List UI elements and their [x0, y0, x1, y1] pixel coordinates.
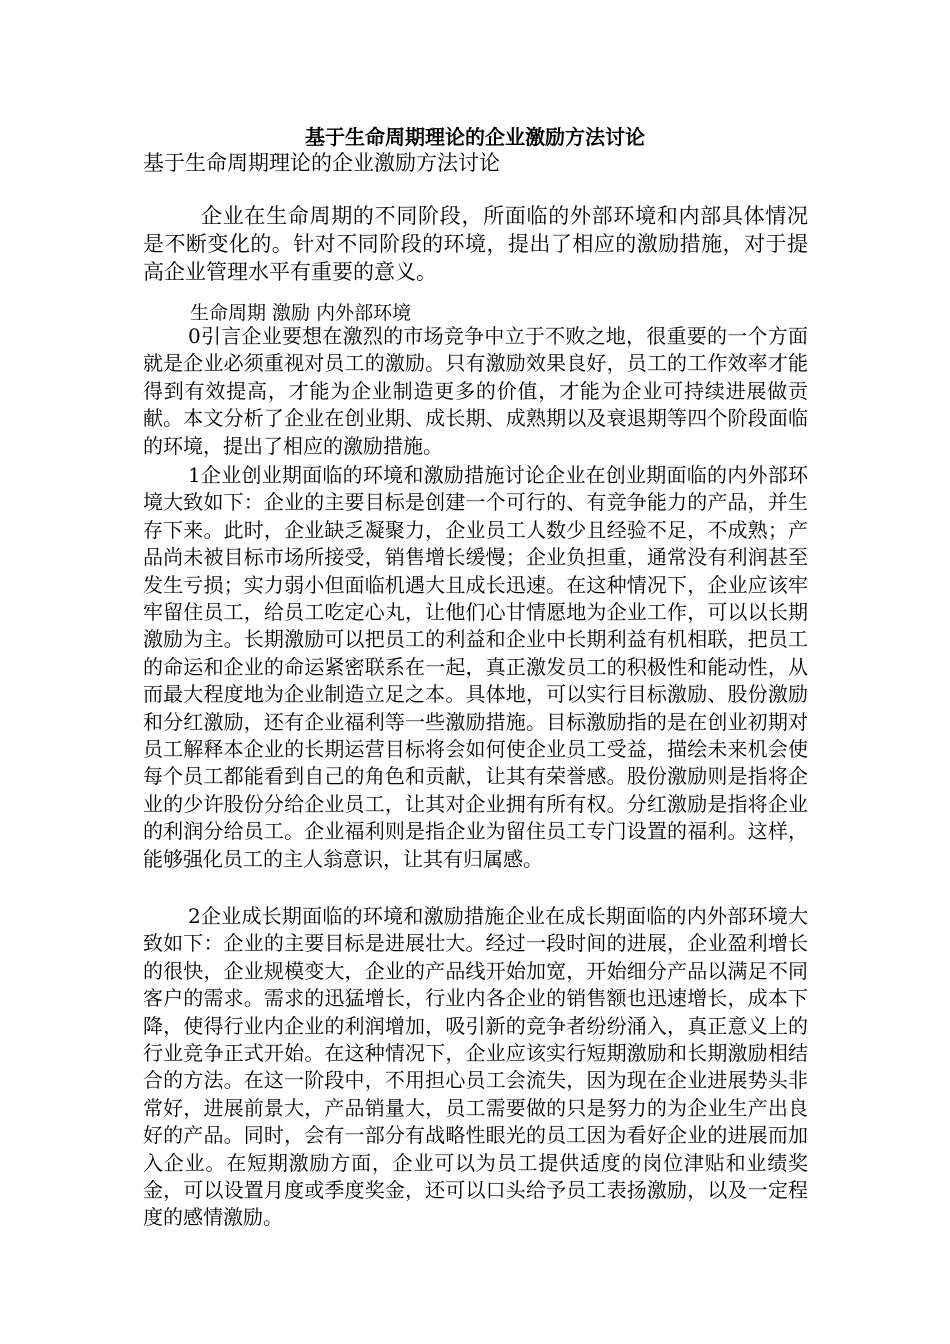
section-2-paragraph: 2企业成长期面临的环境和激励措施企业在成长期面临的内外部环境大致如下：企业的主要目标是进展壮大。经过一段时间的进展，企业盈利增长的很快，企业规模变大，企业的产品线开始加宽，开始细分产品以满足不同客户的需求。需求的迅猛增长，行业内各企业的销售额也迅速增长，成本下降，使得行业内企业的利润增加，吸引新的竞争者纷纷涌入，真正意义上的行业竞争正式开始。在这种情况下，企业应该实行短期激励和长期激励相结合的方法。在这一阶段中，不用担心员工会流失，因为现在企业进展势头非常好，进展前景大，产品销量大，员工需要做的只是努力的为企业生产出良好的产品。同时，会有一部分有战略性眼光的员工因为看好企业的进展而加入企业。在短期激励方面，企业可以为员工提供适度的岗位津贴和业绩奖金，可以设置月度或季度奖金，还可以口头给予员工表扬激励，以及一定程度的感情激励。 — [143, 904, 808, 1230]
keywords-line: 生命周期 激励 内外部环境 — [190, 302, 412, 324]
abstract-paragraph: 企业在生命周期的不同阶段，所面临的外部环境和内部具体情况是不断变化的。针对不同阶段的环境，提出了相应的激励措施，对于提高企业管理水平有重要的意义。 — [143, 204, 808, 284]
document-subtitle: 基于生命周期理论的企业激励方法讨论 — [143, 151, 500, 175]
document-title: 基于生命周期理论的企业激励方法讨论 — [305, 125, 645, 149]
intro-paragraph: 0引言企业要想在激烈的市场竞争中立于不败之地，很重要的一个方面就是企业必须重视对员工的激励。只有激励效果良好，员工的工作效率才能得到有效提高，才能为企业制造更多的价值，才能为企业可持续进展做贡献。本文分析了企业在创业期、成长期、成熟期以及衰退期等四个阶段面临的环境，提出了相应的激励措施。 — [143, 324, 808, 458]
section-1-paragraph: 1企业创业期面临的环境和激励措施讨论企业在创业期面临的内外部环境大致如下：企业的主要目标是创建一个可行的、有竞争能力的产品，并生存下来。此时，企业缺乏凝聚力，企业员工人数少且经验不足，不成熟；产品尚未被目标市场所接受，销售增长缓慢；企业负担重，通常没有利润甚至发生亏损；实力弱小但面临机遇大且成长迅速。在这种情况下，企业应该牢牢留住员工，给员工吃定心丸，让他们心甘情愿地为企业工作，可以以长期激励为主。长期激励可以把员工的利益和企业中长期利益有机相联，把员工的命运和企业的命运紧密联系在一起，真正激发员工的积极性和能动性，从而最大程度地为企业制造立足之本。具体地，可以实行目标激励、股份激励和分红激励，还有企业福利等一些激励措施。目标激励指的是在创业初期对员工解释本企业的长期运营目标将会如何使企业员工受益，描绘未来机会使每个员工都能看到自己的角色和贡献，让其有荣誉感。股份激励则是指将企业的少许股份分给企业员工，让其对企业拥有所有权。分红激励是指将企业的利润分给员工。企业福利则是指企业为留住员工专门设置的福利。这样，能够强化员工的主人翁意识，让其有归属感。 — [143, 463, 808, 871]
